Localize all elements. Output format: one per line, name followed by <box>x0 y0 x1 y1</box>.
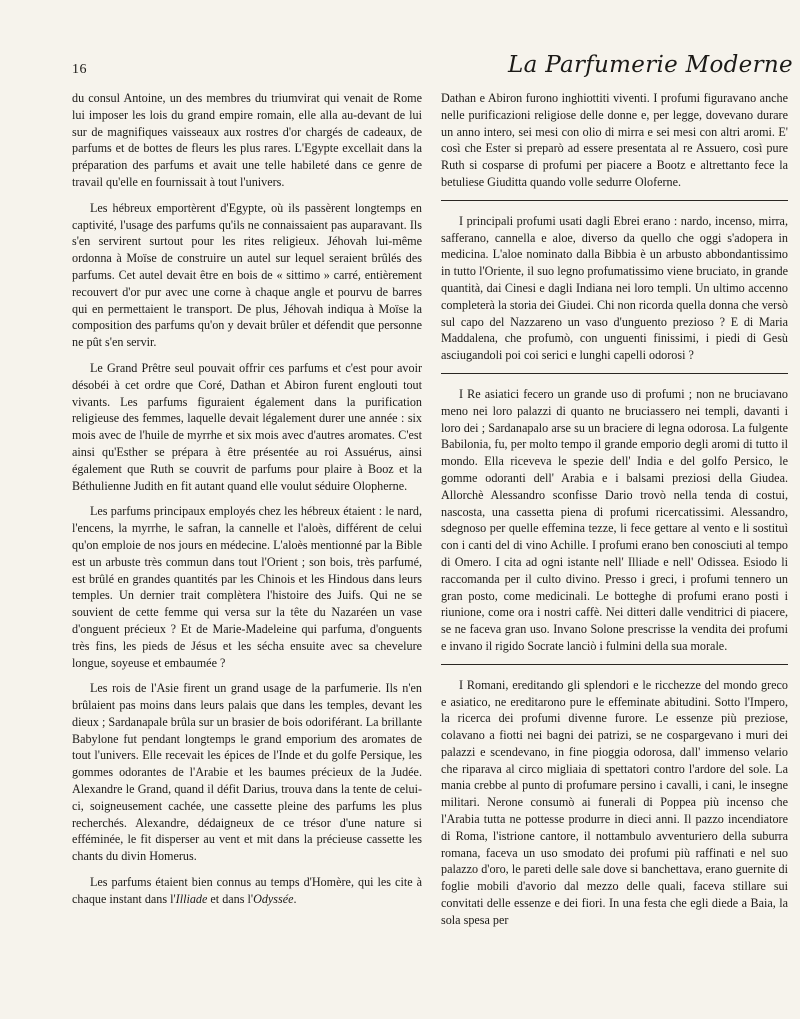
masthead-title: La Parfumerie Moderne <box>508 52 793 78</box>
divider <box>441 200 788 201</box>
left-column <box>72 90 422 917</box>
paragraph: Les parfums principaux employés chez les hébreux étaient : le nard, l'encens, la myrrhe, le safran, la cannelle et l'aloès, différent de celui qu'on emploie de nos jours en médecine. L'aloès mentionné par la Bible est un arbuste très commun dans tout l'Orient ; son bois, très parfumé, est brûlé en grandes quantités par les Chinois et les Hindous dans leurs temples. Un dernier trait complètera l'histoire des Juifs. Qui ne se souvient de cette femme qui versa sur la tête du Nazaréen un vase d'onguent précieux ? Et de Marie-Madeleine qui parfuma, d'onguents très fins, les pieds de Jésus et les sécha ensuite avec sa chevelure longue, soyeuse et embaumée ? <box>72 504 422 670</box>
book-title-odyssey: Odyssée <box>253 891 294 906</box>
paragraph: I Re asiatici fecero un grande uso di profumi ; non ne bruciavano meno nei loro palazzi di quanto ne bruciassero nei templi, davanti i loro dei ; Sardanapalo arse su un braciere di legna odorosa. La fulgente Babilonia, fu, per molto tempo il grande emporio degli aromi di tutto il mondo. Ella riceveva le spezie dell' India e del golfo Persico, le gomme odoranti dell' Arabia e i balsami preziosi della Giudea. Allorchè Alessandro sconfisse Dario trovò nella tenda di costui, nascosta, una cassetta piena di profumi ricercatissimi. Alessandro, sdegnoso per quelle effemina tezze, li fece gettare al vento e li sostituì con i canti del di vino Achille. I profumi erano ben conosciuti al tempo di Omero. I cita ad ogni istante nell' Illiade e nell' Odissea. Esiodo li raccomanda per il culto divino. Presso i greci, i profumi tennero un gran posto, come medicinali. Le botteghe di profumi erano posti i riunione, come ora i nostri caffè. Nei ditteri dalle venditrici di piacere, se ne faceva gran uso. Invano Solone prescrisse la vendita dei profumi e invano il rigido Socrate lanciò i fulmini della sua morale. <box>441 386 788 653</box>
paragraph: Dathan e Abiron furono inghiottiti viventi. I profumi figuravano anche nelle purificazioni religiose delle donne e, per legge, dovevano durare un anno intero, sei mesi con olio di mirra e sei mesi con altri aromi. E' così che Ester si preparò ad essere presentata al re Assuero, così pure Ruth si cosparse di profumi per piacere a Bootz e altrettanto fece la betuliese Giuditta quando volle sedurre Oloferne. <box>441 91 788 189</box>
text-segment: . <box>293 891 297 906</box>
paragraph: du consul Antoine, un des membres du triumvirat qui venait de Rome lui imposer les lois du grand empire romain, elle alla au-devant de lui sur de magnifiques vaisseaux aux rostres d'or chargés de cadeaux, de parfums et de bottes de fleurs les plus rares. L'Egypte excellait dans la préparation des parfums et avait une telle habileté dans ce genre de travail qu'elle en fournissait à tout l'univers. <box>72 91 422 189</box>
page-number: 16 <box>72 62 87 77</box>
right-column <box>441 90 788 938</box>
text-segment: Les parfums étaient bien connus au temps d'Homère, qui les cite à chaque instant dans l' <box>72 875 422 906</box>
paragraph: I principali profumi usati dagli Ebrei erano : nardo, incenso, mirra, safferano, cannella e aloe, diverso da quello che oggi s'adopera in medicina. L'aloe nominato dalla Bibbia è un arbusto abbondantissimo in tutto l'Oriente, il suo legno profumatissimo viene bruciato, in grande quantità, dai Cinesi e dagli Indiana nei loro templi. Un ultimo accenno completerà la storia dei Giudei. Chi non ricorda quella donna che versò sul capo del Nazzareno un vaso d'unguento prezioso ? E di Maria Maddalena, che profumò, con unguenti finissimi, i piedi di Gesù asciugandoli poi coi serici e lunghi capelli odorosi ? <box>441 213 788 363</box>
book-title-iliad: Illiade <box>175 891 208 906</box>
paragraph: Le Grand Prêtre seul pouvait offrir ces parfums et c'est pour avoir désobéi à cet ordre que Coré, Dathan et Abiron furent englouti tout vivants. Les parfums figuraient également dans la purification religieuse des femmes, laquelle devait légalement durer une année : six mois avec de l'huile de myrrhe et six mois avec d'autres aromates. C'est ainsi qu'Esther se prépara à être présentée au roi Assuérus, ainsi également que Ruth se couvrit de parfums pour plaire à Booz et la Béthulienne Judith en fit autant quand elle voulut séduire Olopherne. <box>72 360 422 493</box>
divider <box>441 373 788 374</box>
paragraph: I Romani, ereditando gli splendori e le ricchezze del mondo greco e asiatico, ne ereditarono pure le effeminate abitudini. Sotto l'Impero, la ricerca dei profumi divenne furore. Le essenze più preziose, colavano a fiotti nei bagni dei patrizi, se ne cospargevano i muri dei palazzi e scendevano, in fine pioggia odorosa, dall' immenso velario che riparava al circo migliaia di spettatori contro l'ardore del sole. La mania crebbe al punto di profumare persino i cavalli, i cani, le insegne militari. Nerone consumò ai funerali di Poppea più incenso che l'Arabia tutta ne pottesse produrre in dieci anni. Il pazzo incendiatore di Roma, l'istrione cantore, il nottambulo avventuriero della suburra romana, faceva un uso smodato dei profumi più raffinati e nel suo palazzo d'oro, le pareti delle sale dove si banchettava, erano guernite di foglie mobili d'avorio dal mezzo delle quali, faceva stillare sui convitati delle essenze e dei fiori. In una festa che egli diede a Baia, la sola spesa per <box>441 677 788 927</box>
text-segment: et dans l' <box>207 891 254 906</box>
paragraph: Les rois de l'Asie firent un grand usage de la parfumerie. Ils n'en brûlaient pas moins dans leurs palais que dans les temples, devant les dieux ; Sardanapale brûla sur un brasier de bois odoriférant. La brillante Babylone fut pendant longtemps le grand emporium des aromates de tout l'univers. Elle recevait les épices de l'Inde et du golfe Persique, les gommes odorantes de l'Arabie et les baumes précieux de la Judée. Alexandre le Grand, quand il défit Darius, trouva dans la tente de celui-ci, soigneusement cachée, une cassette pleine des parfums les plus recherchés. Alexandre, dédaigneux de ce trésor d'une nature si efféminée, le fit disperser au vent et mit dans la précieuse cassette les chants du divin Homerus. <box>72 681 422 864</box>
divider <box>441 664 788 665</box>
paragraph: Les hébreux emportèrent d'Egypte, où ils passèrent longtemps en captivité, l'usage des parfums qu'ils ne connaissaient pas auparavant. Ils s'en servirent surtout pour les rites religieux. Jéhovah lui-même ordonna à Moïse de construire un autel sur lequel seraient brûlés des parfums. Cet autel devait être en bois de « sittimo » carré, entièrement recouvert d'or pur avec une corne à chaque angle et pourvu de barres qui en permettaient le transport. De plus, Jéhovah indiqua à Moïse la composition des parfums qu'on y devait brûler et défendit que personne ne pût s'en servir. <box>72 200 422 350</box>
paragraph-last <box>72 874 422 908</box>
